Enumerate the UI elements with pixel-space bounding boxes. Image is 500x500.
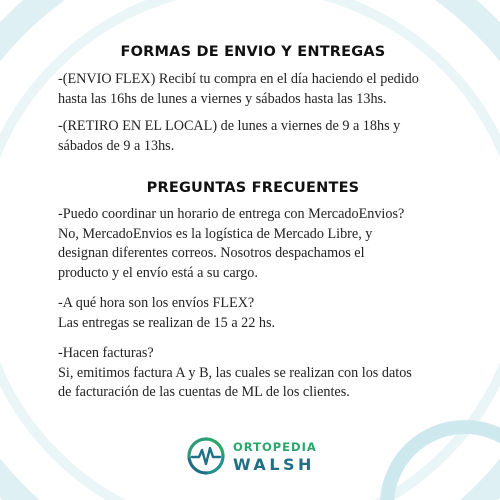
brand-logo bbox=[186, 436, 326, 480]
flex-shipping-text: -(ENVIO FLEX) Recibí tu compra en el día haciendo el pedido hasta las 16hs de lunes a viernes y sábados hasta las 13hs. bbox=[58, 71, 419, 107]
shipping-heading: FORMAS DE ENVIO Y ENTREGAS bbox=[120, 44, 386, 60]
faq-heading: PREGUNTAS FRECUENTES bbox=[146, 180, 360, 196]
heartbeat-circle-icon bbox=[186, 436, 226, 476]
logo-text-walsh: WALSH bbox=[233, 455, 315, 474]
faq-item-schedule: -Puedo coordinar un horario de entrega con MercadoEnvios? No, MercadoEnvios es la logística de Mercado Libre, y designan diferentes correos. Nosotros despachamos el producto y el envío está a su cargo. bbox=[58, 206, 405, 281]
faq-item-invoices: -Hacen facturas? Si, emitimos factura A y B, las cuales se realizan con los datos de facturación de las cuentas de ML de los clientes. bbox=[58, 345, 412, 400]
logo-text-ortopedia: ORTOPEDIA bbox=[233, 440, 317, 454]
pickup-text: -(RETIRO EN EL LOCAL) de lunes a viernes de 9 a 18hs y sábados de 9 a 13hs. bbox=[58, 118, 401, 154]
content-area bbox=[58, 44, 448, 403]
faq-item-flex-hours: -A qué hora son los envíos FLEX? Las entregas se realizan de 15 a 22 hs. bbox=[58, 295, 276, 331]
